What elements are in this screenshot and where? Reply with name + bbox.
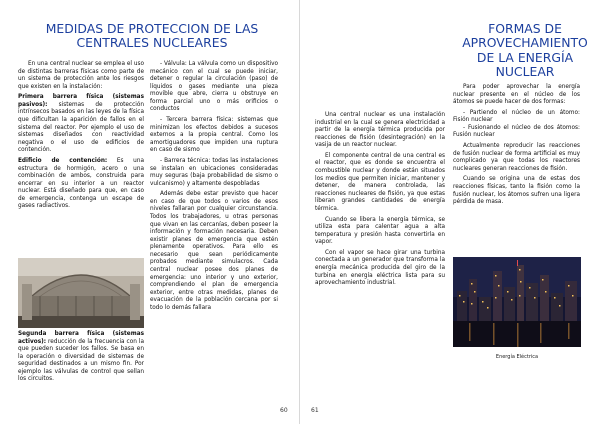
- paragraph: Primera barrera física (sistemas pasivos): sistemas de protección intrínsecos basados en las leyes de la física que dificultan la aparición de fallos en el sistema del reactor. Por ejemplo el uso de sistemas diseñados con reactividad negativa o el uso de edificios de contención.: [18, 94, 144, 154]
- paragraph: - Partiendo el núcleo de un átomo: Fisión nuclear: [453, 109, 580, 124]
- paragraph: Con el vapor se hace girar una turbina conectada a un generador que transforma la energía mecánica producida del giro de la turbina en energía eléctrica lista para su aprovechamiento industrial.: [315, 249, 445, 287]
- paragraph: - Tercera barrera física: sistemas que minimizan los efectos debidos a sucesos externos a la propia central. Como los amortiguadores que impiden una ruptura en caso de sismo: [150, 117, 278, 154]
- city-night-photo: [453, 257, 581, 347]
- paragraph: Una central nuclear es una instalación industrial en la cual se genera electricidad a partir de la energía térmica producida por reacciones de fisión (desintegración) en la vasija de un reactor nuclear.: [315, 112, 445, 149]
- paragraph: Cuando se origina una de estas dos reacciones físicas, tanto la fisión como la fusión nuclear, los átomos sufren una ligera pérdida de masa.: [453, 176, 580, 206]
- paragraph: Segunda barrera física (sistemas activos): reducción de la frecuencia con la que pueden suceder los fallos. Se basa en la operación o diversidad de sistemas de seguridad destinados a un mismo fin. Por ejemplo las válvulas de control que sellan los circuitos.: [18, 331, 144, 383]
- paragraph: Cuando se libera la energía térmica, se utiliza esta para calentar agua a alta temperatura y presión hasta convertirla en vapor.: [315, 216, 445, 246]
- paragraph: - Válvula: La válvula como un dispositivo mecánico con el cual se puede iniciar, detener o regular la circulación (paso) de líquidos o gases mediante una pieza movible que abre, cierra u obstruye en forma parcial uno o más orificios o conductos: [150, 61, 278, 113]
- page-number-left: 60: [280, 407, 288, 414]
- paragraph: Edificio de contención: Es una estructura de hormigón, acero o una combinación de ambos, construida para encerrar en su interior a un reactor nuclear. Está diseñado para que, en caso de emergencia, contenga un escape de gases radiactivos.: [18, 157, 144, 210]
- left-page-title: MEDIDAS DE PROTECCION DE LAS CENTRALES NUCLEARES: [45, 21, 259, 51]
- paragraph: En una central nuclear se emplea el uso de distintas barreras físicas como parte de un sistema de protección ante los riesgos que existen en la instalación:: [18, 61, 144, 90]
- page-number-right: 61: [311, 407, 319, 414]
- paragraph: Para poder aprovechar la energía nuclear presente en el núcleo de los átomos se puede hacer de dos formas:: [453, 84, 580, 106]
- right-column-1: [315, 112, 445, 291]
- paragraph: Además debe estar previsto que hacer en caso de que todos o varios de esos niveles fallaran por cualquier circunstancia. Todos los trabajadores, u otras personas que vivan en las cercanías, deben poseer la información y formación necesaria. Deben existir planes de emergencia que estén plenamente operativos. Para ello es necesario que sean periódicamente probados mediante simulacros. Cada central nuclear posee dos planes de emergencia: uno interior y uno exterior, comprendiendo el plan de emergencia exterior, entre otras medidas, planes de evacuación de la población cercana por si todo lo demás fallara: [150, 191, 278, 311]
- right-column-2: [453, 84, 580, 210]
- image-caption: Energía Eléctrica: [495, 354, 539, 360]
- paragraph: - Barrera técnica: todas las instalaciones se instalan en ubicaciones consideradas muy seguras (baja probabilidad de sismo o vulcanismo) y altamente despobladas: [150, 157, 278, 187]
- paragraph: - Fusionando el núcleo de dos átomos: Fusión nuclear: [453, 124, 580, 139]
- left-column-2: [150, 61, 278, 316]
- paragraph: Actualmente reproducir las reacciones de fusión nuclear de forma artificial es muy complicado ya que todas los reactores nucleares generan reacciones de fisión.: [453, 143, 580, 172]
- left-column-1: [18, 61, 144, 214]
- right-page-title: FORMAS DE APROVECHAMIENTO DE LA ENERGÍA NUCLEAR: [462, 21, 588, 79]
- reactor-dome-photo: [18, 258, 144, 328]
- left-column-1-continued: [18, 331, 144, 387]
- paragraph: El componente central de una central es el reactor, que es donde se encuentra el combustible nuclear y donde están situados los medios que permiten iniciar, mantener y detener, de manera controlada, las reacciones nucleares de fisión, ya que estas liberan grandes cantidades de energía térmica.: [315, 152, 445, 212]
